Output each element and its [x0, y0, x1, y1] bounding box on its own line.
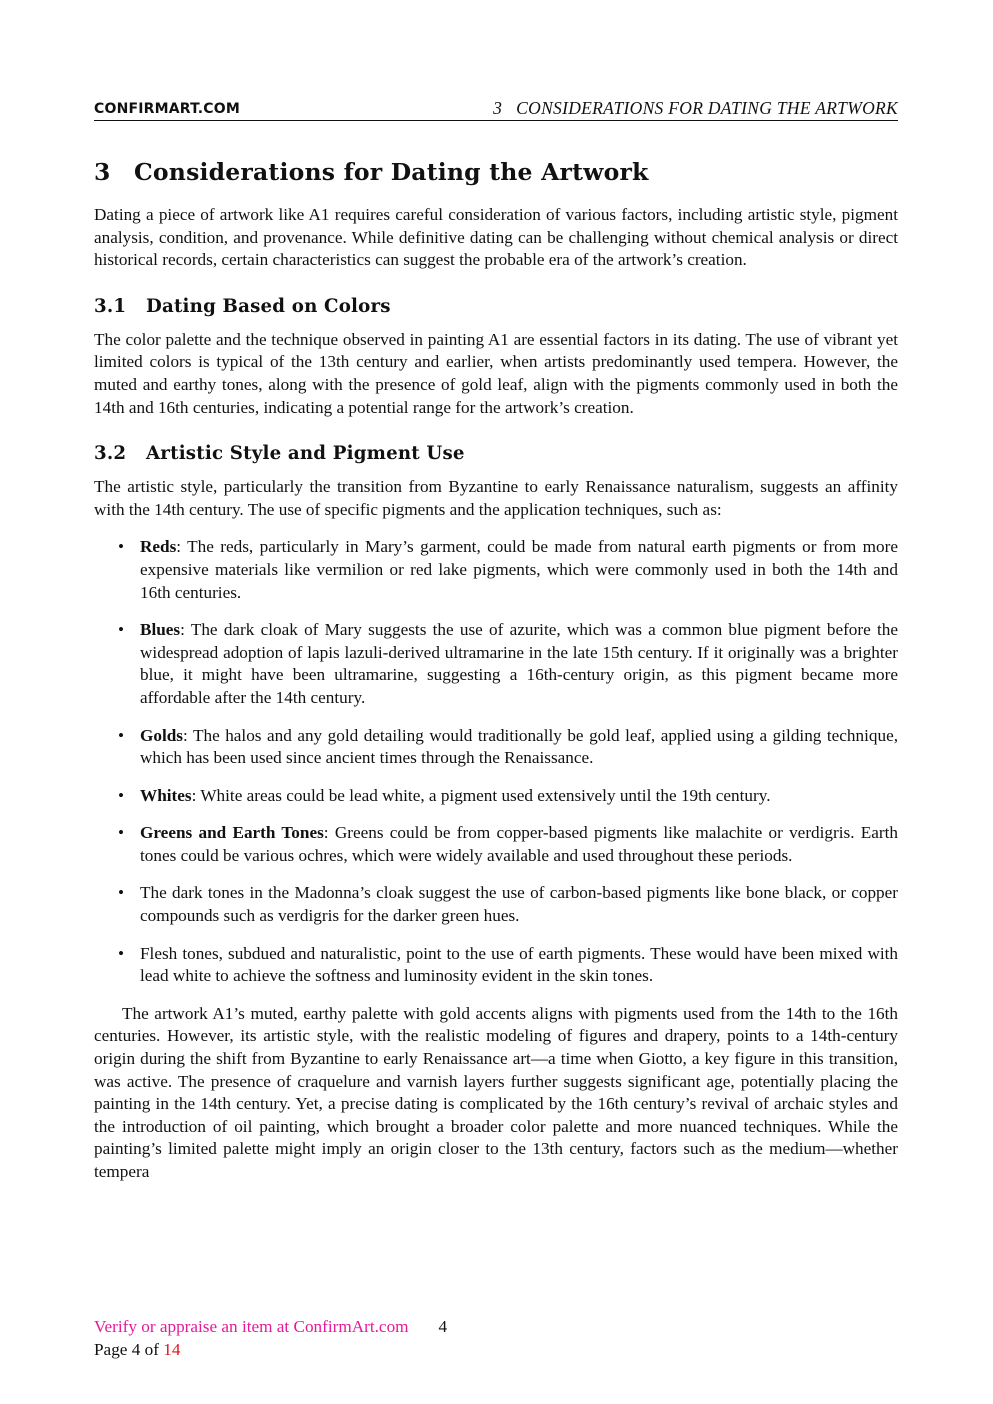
list-item-term: Blues: [140, 620, 181, 640]
page-count-prefix: Page 4 of: [94, 1340, 164, 1359]
running-section-title: CONSIDERATIONS FOR DATING THE ARTWORK: [516, 98, 898, 118]
subsection-title: Artistic Style and Pigment Use: [146, 443, 465, 465]
pigment-list: [94, 536, 898, 988]
list-item: [94, 725, 898, 770]
total-pages-link[interactable]: 14: [163, 1340, 181, 1359]
list-item-term: Whites: [140, 785, 192, 805]
subsection-title: Dating Based on Colors: [146, 295, 391, 317]
page-footer: [94, 1315, 447, 1361]
list-item-text: Flesh tones, subdued and naturalistic, point to the use of earth pigments. These would have been mixed with lead white to achieve the softness and luminosity evident in the skin tones.: [140, 943, 898, 986]
subsection-number: 3.1: [94, 295, 127, 317]
list-item-text: The dark tones in the Madonna’s cloak suggest the use of carbon-based pigments like bone black, or copper compounds such as verdigris for the darker green hues.: [140, 883, 898, 926]
footer-page-number: 4: [438, 1317, 448, 1336]
appraise-link[interactable]: Verify or appraise an item at ConfirmArt.com: [94, 1317, 409, 1336]
list-item-term: Greens and Earth Tones: [140, 823, 324, 843]
section-number: 3: [94, 158, 111, 186]
list-item: [94, 785, 898, 808]
closing-paragraph: The artwork A1’s muted, earthy palette with gold accents aligns with pigments used from the 14th to the 16th centuries. However, its artistic style, with the realistic modeling of figures and drapery, points to a 14th-century origin during the shift from Byzantine to early Renaissance art—a time when Giotto, a key figure in this transition, was active. The presence of craquelure and varnish layers further suggests significant age, potentially placing the painting in the 14th century. Yet, a precise dating is complicated by the 16th century’s revival of archaic styles and the introduction of oil painting, which brought a broader color palette and more nuanced techniques. While the painting’s limited palette might imply an origin closer to the 13th century, factors such as the medium—whether tempera: [94, 1003, 898, 1181]
list-item-text: : The dark cloak of Mary suggests the use of azurite, which was a common blue pigment before the widespread adoption of lapis lazuli-derived ultramarine in the late 15th century. If it originally was a brighter blue, it might have been ultramarine, suggesting a 16th-century origin, as this pigment became more affordable after the 14th century.: [140, 620, 898, 707]
list-item-term: Golds: [140, 725, 183, 745]
section-intro: Dating a piece of artwork like A1 requires careful consideration of various factors, including artistic style, pigment analysis, condition, and provenance. While definitive dating can be challenging without chemical analysis or direct historical records, certain characteristics can suggest the probable era of the artwork’s creation.: [94, 205, 898, 270]
list-item: [94, 619, 898, 709]
section-title: Considerations for Dating the Artwork: [134, 158, 649, 186]
list-item: [94, 943, 898, 988]
page-body: [94, 156, 898, 1184]
running-section-number: 3: [493, 98, 503, 118]
running-title: [493, 98, 898, 119]
site-logo[interactable]: CONFIRMART.COM: [94, 101, 241, 117]
section-heading: [94, 156, 898, 188]
subsection-heading: [94, 442, 898, 466]
list-item: [94, 882, 898, 927]
list-item-text: : Greens could be from copper-based pigments like malachite or verdigris. Earth tones could be various ochres, which were widely available and used throughout these periods.: [140, 823, 898, 865]
list-item-text: : White areas could be lead white, a pigment used extensively until the 19th century.: [191, 785, 771, 805]
subsection-paragraph: The artistic style, particularly the transition from Byzantine to early Renaissance naturalism, suggests an affinity with the 14th century. The use of specific pigments and the application techniques, such as:: [94, 477, 898, 519]
subsection-heading: [94, 295, 898, 319]
list-item-term: Reds: [140, 537, 177, 557]
subsection-number: 3.2: [94, 443, 127, 465]
subsection-paragraph: The color palette and the technique observed in painting A1 are essential factors in its dating. The use of vibrant yet limited colors is typical of the 13th century and earlier, when artists predominantly used tempera. However, the muted and earthy tones, along with the presence of gold leaf, align with the pigments commonly used in both the 14th and 16th centuries, indicating a potential range for the artwork’s creation.: [94, 329, 898, 417]
list-item-text: : The halos and any gold detailing would traditionally be gold leaf, applied using a gilding technique, which has been used since ancient times through the Renaissance.: [140, 725, 898, 768]
list-item-text: : The reds, particularly in Mary’s garment, could be made from natural earth pigments or from more expensive materials like vermilion or red lake pigments, which were commonly used in both the 14th and 16th centuries.: [140, 537, 898, 602]
list-item: [94, 822, 898, 867]
footer-line-2: [94, 1338, 447, 1361]
footer-line-1: [94, 1315, 447, 1338]
running-header: [94, 98, 898, 121]
list-item: [94, 536, 898, 604]
